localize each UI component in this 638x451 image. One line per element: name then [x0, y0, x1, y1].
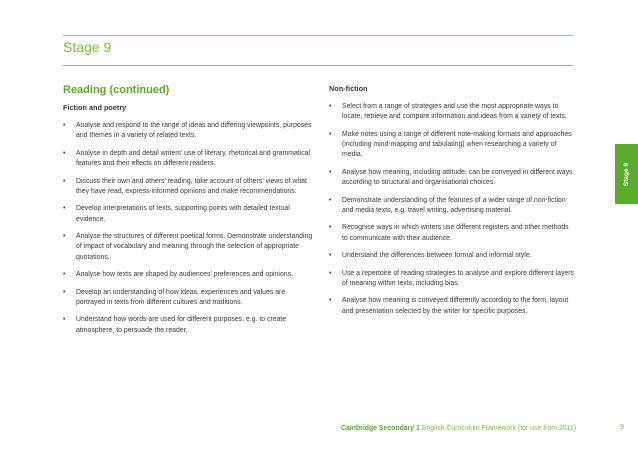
- right-column: [329, 84, 575, 324]
- list-item: • Use a repertoire of reading strategies to analyse and explore different layers of meaning within texts, including bias.: [329, 269, 575, 290]
- footer-brand: Cambridge Secondary 1: [341, 425, 420, 432]
- fiction-poetry-list: [63, 121, 313, 336]
- list-item: • Analyse how meaning, including attitude, can be conveyed in different ways according to structural and organisational choices.: [329, 168, 575, 189]
- list-item: • Select from a range of strategies and use the most appropriate ways to locate, retrieve and compare information and ideas from a variety of texts.: [329, 102, 575, 123]
- list-item: • Develop an understanding of how ideas, experiences and values are portrayed in texts from different cultures and traditions.: [63, 288, 313, 309]
- list-item: • Analyse and respond to the range of ideas and differing viewpoints, purposes and themes in a variety of related texts.: [63, 121, 313, 142]
- page-number: 9: [620, 424, 624, 431]
- list-item: • Analyse the structures of different poetical forms. Demonstrate understanding of impact of vocabulary and meaning through the selection of appropriate quotations.: [63, 232, 313, 263]
- section-heading: Reading (continued): [63, 84, 170, 96]
- left-column: [63, 84, 313, 343]
- subheading-fiction-poetry: Fiction and poetry: [63, 103, 127, 112]
- footer-title: English Curriculum Framework (for use from 2011): [421, 425, 577, 432]
- list-item: • Recognise ways in which writers use different registers and other methods to communicate with their audience.: [329, 223, 575, 244]
- list-item: • Discuss their own and others' reading, take account of others' views of what they have read, express informed opinions and make recommendations.: [63, 177, 313, 198]
- non-fiction-list: [329, 102, 575, 317]
- footer: [341, 425, 576, 432]
- list-item: • Make notes using a range of different note-making formats and approaches (including mind-mapping and tabulating) when researching a variety of media.: [329, 130, 575, 161]
- list-item: • Analyse in depth and detail writers' use of literary, rhetorical and grammatical features and their effects on different readers.: [63, 149, 313, 170]
- list-item: • Analyse how texts are shaped by audiences' preferences and opinions.: [63, 270, 313, 280]
- list-item: • Demonstrate understanding of the features of a wider range of non-fiction and media texts, e.g. travel writing, advertising material.: [329, 196, 575, 217]
- header-bottom-rule: [63, 65, 573, 66]
- header-top-rule: [63, 35, 573, 36]
- list-item: • Understand the differences between formal and informal style.: [329, 251, 575, 261]
- stage-side-tab: [615, 144, 638, 204]
- list-item: • Understand how words are used for different purposes, e.g. to create atmosphere, to persuade the reader.: [63, 315, 313, 336]
- subheading-non-fiction: Non-fiction: [329, 84, 368, 93]
- list-item: • Analyse how meaning is conveyed differently according to the form, layout and presentation selected by the writer for specific purposes.: [329, 296, 575, 317]
- side-tab-label: Stage 9: [623, 162, 630, 186]
- page-title: Stage 9: [63, 39, 112, 55]
- list-item: • Develop interpretations of texts, supporting points with detailed textual evidence.: [63, 204, 313, 225]
